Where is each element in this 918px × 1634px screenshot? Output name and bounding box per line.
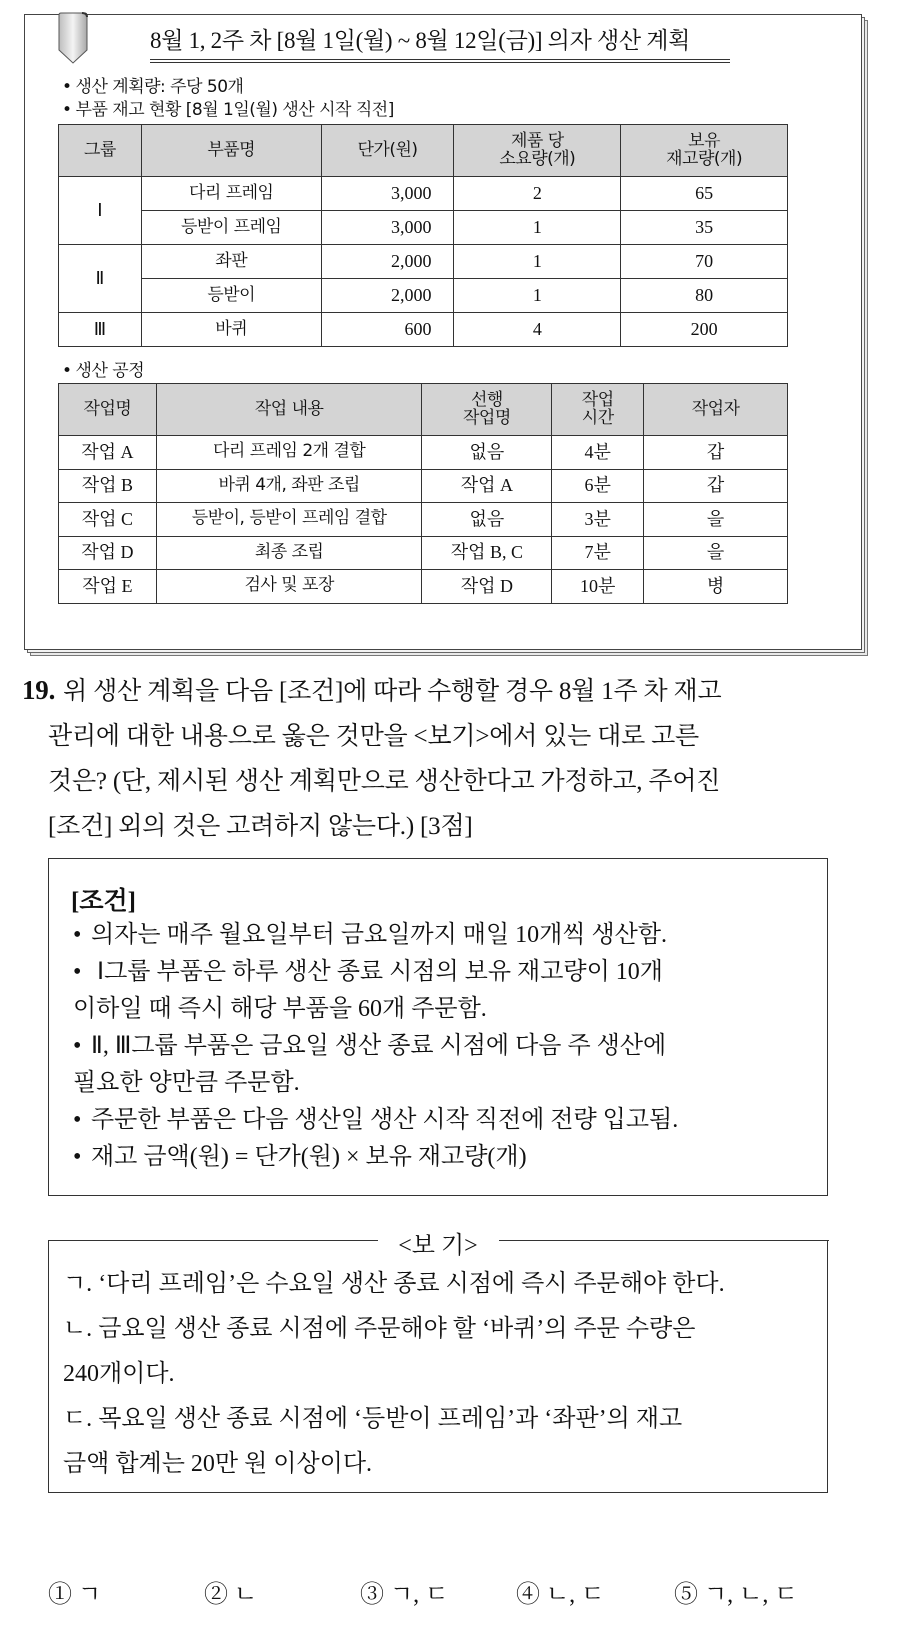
table-row xyxy=(59,570,788,604)
header-task-content: 작업 내용 xyxy=(156,384,422,436)
part-name-cell: 바퀴 xyxy=(141,313,321,347)
prerequisite-cell: 없음 xyxy=(422,503,552,537)
table-row xyxy=(59,436,788,470)
condition-item xyxy=(73,954,817,991)
bogi-item xyxy=(63,1307,819,1352)
table-header-row xyxy=(59,384,788,436)
content-cell: 다리 프레임 2개 결합 xyxy=(156,436,422,470)
bogi-box xyxy=(48,1233,828,1493)
table-row xyxy=(59,536,788,570)
content-cell: 바퀴 4개, 좌판 조립 xyxy=(156,469,422,503)
per-product-cell: 1 xyxy=(454,245,621,279)
header-worker: 작업자 xyxy=(644,384,788,436)
task-cell: 작업 C xyxy=(59,503,157,537)
condition-item xyxy=(73,1028,817,1065)
price-cell: 3,000 xyxy=(321,177,454,211)
table-row xyxy=(59,279,788,313)
task-cell: 작업 B xyxy=(59,469,157,503)
condition-text: 재고 금액(원) = 단가(원) × 보유 재고량(개) xyxy=(91,1144,527,1170)
header-part-name: 부품명 xyxy=(141,125,321,177)
conditions-box xyxy=(48,858,828,1196)
part-name-cell: 등받이 xyxy=(141,279,321,313)
bogi-text: 금요일 생산 종료 시점에 주문해야 할 ‘바퀴’의 주문 수량은 xyxy=(98,1316,696,1342)
header-line: 소요량(개) xyxy=(499,148,576,169)
question-line xyxy=(22,668,842,714)
time-cell: 10분 xyxy=(552,570,644,604)
price-cell: 3,000 xyxy=(321,211,454,245)
table-header-row xyxy=(59,125,788,177)
bogi-label: <보 기> xyxy=(381,1225,495,1260)
header-line: 작업명 xyxy=(462,407,511,428)
task-cell: 작업 D xyxy=(59,536,157,570)
task-cell: 작업 A xyxy=(59,436,157,470)
time-cell: 3분 xyxy=(552,503,644,537)
per-product-cell: 1 xyxy=(454,279,621,313)
choice-4[interactable]: ④ ㄴ, ㄷ xyxy=(516,1582,605,1608)
bogi-marker: ㄱ. xyxy=(63,1271,93,1297)
condition-text: 의자는 매주 월요일부터 금요일까지 매일 10개씩 생산함. xyxy=(91,922,668,948)
bogi-text: 목요일 생산 종료 시점에 ‘등받이 프레임’과 ‘좌판’의 재고 xyxy=(98,1406,683,1432)
condition-text: Ⅱ, Ⅲ그룹 부품은 금요일 생산 종료 시점에 다음 주 생산에 xyxy=(91,1033,667,1059)
choice-2[interactable]: ② ㄴ xyxy=(204,1582,258,1608)
time-cell: 4분 xyxy=(552,436,644,470)
bookmark-ribbon-icon xyxy=(58,12,88,64)
group-cell: Ⅱ xyxy=(59,245,142,313)
condition-continuation: 이하일 때 즉시 해당 부품을 60개 주문함. xyxy=(73,996,487,1022)
table-row xyxy=(59,469,788,503)
time-cell: 6분 xyxy=(552,469,644,503)
condition-text: Ⅰ그룹 부품은 하루 생산 종료 시점의 보유 재고량이 10개 xyxy=(97,959,663,985)
bogi-item xyxy=(63,1262,819,1307)
bullet-icon: • xyxy=(73,959,82,985)
table-row xyxy=(59,211,788,245)
conditions-title: [조건] xyxy=(71,888,136,915)
part-name-cell: 다리 프레임 xyxy=(141,177,321,211)
plan-title: 8월 1, 2주 차 [8월 1일(월) ~ 8월 12일(금)] 의자 생산 계획 xyxy=(150,22,730,63)
bullet-inventory-status: • 부품 재고 현황 [8월 1일(월) 생산 시작 직전] xyxy=(62,95,394,120)
header-group: 그룹 xyxy=(59,125,142,177)
conditions-list xyxy=(73,917,817,1176)
per-product-cell: 4 xyxy=(454,313,621,347)
condition-continuation: 필요한 양만큼 주문함. xyxy=(73,1070,300,1096)
bogi-marker: ㄴ. xyxy=(63,1316,93,1342)
question-number: 19. xyxy=(22,675,56,705)
header-prerequisite xyxy=(422,384,552,436)
bullet-production-process: • 생산 공정 xyxy=(62,356,144,381)
worker-cell: 을 xyxy=(644,536,788,570)
choice-3[interactable]: ③ ㄱ, ㄷ xyxy=(360,1582,449,1608)
bullet-icon: • xyxy=(73,1033,82,1059)
header-line: 선행 xyxy=(470,389,503,410)
bogi-continuation: 240개이다. xyxy=(63,1361,175,1387)
stock-cell: 200 xyxy=(621,313,788,347)
bogi-list xyxy=(63,1262,819,1487)
bullet-icon: • xyxy=(73,922,82,948)
divider xyxy=(48,1240,378,1241)
content-cell: 등받이, 등받이 프레임 결합 xyxy=(156,503,422,537)
prerequisite-cell: 작업 D xyxy=(422,570,552,604)
price-cell: 600 xyxy=(321,313,454,347)
bullet-icon: • xyxy=(73,1107,82,1133)
bullet-production-amount: • 생산 계획량: 주당 50개 xyxy=(62,72,243,97)
stock-cell: 35 xyxy=(621,211,788,245)
production-process-table xyxy=(58,383,788,604)
header-line: 작업 xyxy=(581,389,614,410)
question-line: 것은? (단, 제시된 생산 계획만으로 생산한다고 가정하고, 주어진 xyxy=(48,768,721,795)
header-line: 보유 xyxy=(688,130,721,151)
choice-5[interactable]: ⑤ ㄱ, ㄴ, ㄷ xyxy=(674,1582,798,1608)
group-cell: Ⅰ xyxy=(59,177,142,245)
header-line: 제품 당 xyxy=(510,130,564,151)
header-line: 재고량(개) xyxy=(666,148,743,169)
group-cell: Ⅲ xyxy=(59,313,142,347)
worker-cell: 을 xyxy=(644,503,788,537)
stock-cell: 80 xyxy=(621,279,788,313)
header-per-product xyxy=(454,125,621,177)
condition-item xyxy=(73,1102,817,1139)
stock-cell: 65 xyxy=(621,177,788,211)
bogi-marker: ㄷ. xyxy=(63,1406,93,1432)
condition-item xyxy=(73,917,817,954)
choice-1[interactable]: ① ㄱ xyxy=(48,1582,102,1608)
part-name-cell: 좌판 xyxy=(141,245,321,279)
header-task-name: 작업명 xyxy=(59,384,157,436)
time-cell: 7분 xyxy=(552,536,644,570)
prerequisite-cell: 작업 B, C xyxy=(422,536,552,570)
header-line: 시간 xyxy=(581,407,614,428)
question-line: 관리에 대한 내용으로 옳은 것만을 <보기>에서 있는 대로 고른 xyxy=(48,723,700,750)
table-row xyxy=(59,177,788,211)
question-text: 위 생산 계획을 다음 [조건]에 따라 수행할 경우 8월 1주 차 재고 xyxy=(63,678,722,705)
condition-item xyxy=(73,1139,817,1176)
per-product-cell: 2 xyxy=(454,177,621,211)
table-row xyxy=(59,503,788,537)
question-block xyxy=(22,668,842,849)
prerequisite-cell: 작업 A xyxy=(422,469,552,503)
condition-text: 주문한 부품은 다음 생산일 생산 시작 직전에 전량 입고됨. xyxy=(91,1107,679,1133)
header-task-time xyxy=(552,384,644,436)
bogi-continuation: 금액 합계는 20만 원 이상이다. xyxy=(63,1451,373,1477)
header-unit-price: 단가(원) xyxy=(321,125,454,177)
table-row xyxy=(59,313,788,347)
bogi-text: ‘다리 프레임’은 수요일 생산 종료 시점에 즉시 주문해야 한다. xyxy=(98,1271,725,1297)
per-product-cell: 1 xyxy=(454,211,621,245)
stock-cell: 70 xyxy=(621,245,788,279)
task-cell: 작업 E xyxy=(59,570,157,604)
worker-cell: 갑 xyxy=(644,436,788,470)
worker-cell: 갑 xyxy=(644,469,788,503)
content-cell: 검사 및 포장 xyxy=(156,570,422,604)
worker-cell: 병 xyxy=(644,570,788,604)
price-cell: 2,000 xyxy=(321,279,454,313)
content-cell: 최종 조립 xyxy=(156,536,422,570)
table-row xyxy=(59,245,788,279)
bullet-icon: • xyxy=(73,1144,82,1170)
parts-inventory-table xyxy=(58,124,788,347)
header-stock xyxy=(621,125,788,177)
bogi-item xyxy=(63,1397,819,1442)
part-name-cell: 등받이 프레임 xyxy=(141,211,321,245)
divider xyxy=(499,1240,829,1241)
question-line: [조건] 외의 것은 고려하지 않는다.) [3점] xyxy=(48,813,473,840)
prerequisite-cell: 없음 xyxy=(422,436,552,470)
price-cell: 2,000 xyxy=(321,245,454,279)
